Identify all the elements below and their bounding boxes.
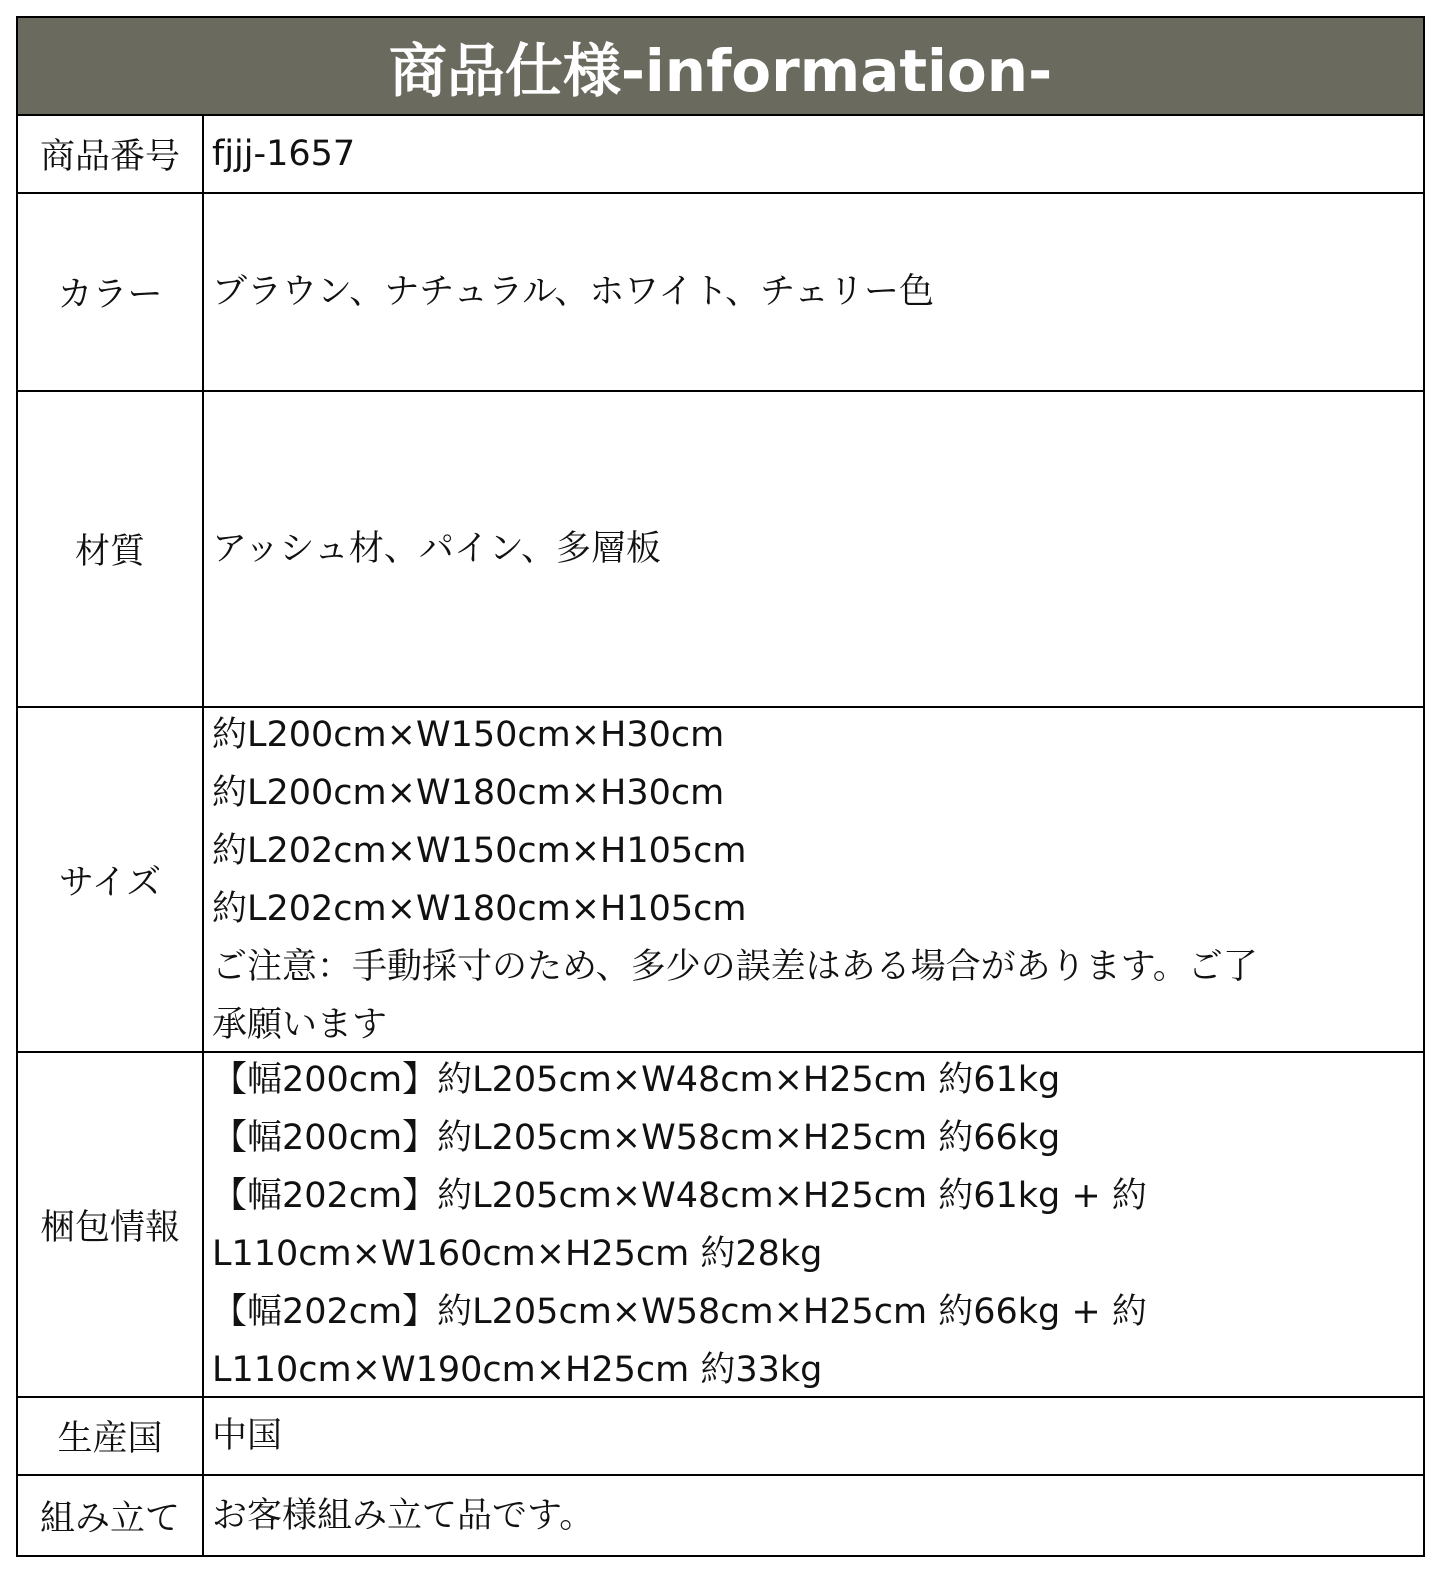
- row-country: [18, 1398, 1423, 1476]
- value-line: 【幅202cm】約L205cm×W58cm×H25cm 約66kg + 約: [212, 1291, 1147, 1332]
- row-packaging: [18, 1053, 1423, 1398]
- row-value: [204, 1398, 1423, 1474]
- row-value: [204, 1053, 1423, 1396]
- value-line: 約L202cm×W180cm×H105cm: [212, 888, 747, 929]
- value-line: アッシュ材、パイン、多層板: [212, 529, 662, 569]
- spec-table: [16, 16, 1425, 1557]
- row-product-number: [18, 116, 1423, 194]
- value-line: 【幅200cm】約L205cm×W48cm×H25cm 約61kg: [212, 1059, 1061, 1100]
- value-line: fjjj-1657: [212, 134, 356, 174]
- row-label: カラー: [18, 194, 204, 390]
- row-value: [204, 392, 1423, 706]
- row-label: サイズ: [18, 708, 204, 1051]
- row-size: [18, 708, 1423, 1053]
- value-line: 【幅200cm】約L205cm×W58cm×H25cm 約66kg: [212, 1117, 1061, 1158]
- row-assembly: [18, 1476, 1423, 1555]
- row-label: 生産国: [18, 1398, 204, 1474]
- value-line: 約L202cm×W150cm×H105cm: [212, 830, 747, 871]
- value-line: 約L200cm×W150cm×H30cm: [212, 714, 725, 755]
- value-line: 中国: [212, 1416, 283, 1456]
- value-line: L110cm×W190cm×H25cm 約33kg: [212, 1349, 823, 1390]
- row-value: [204, 708, 1423, 1051]
- value-line: ご注意：手動採寸のため、多少の誤差はある場合があります。ご了: [212, 946, 1258, 987]
- spec-title: 商品仕様-information-: [18, 18, 1423, 116]
- value-line: 承願います: [212, 1004, 388, 1045]
- row-material: [18, 392, 1423, 708]
- row-label: 組み立て: [18, 1476, 204, 1555]
- value-line: L110cm×W160cm×H25cm 約28kg: [212, 1233, 823, 1274]
- row-value: [204, 116, 1423, 192]
- value-line: お客様組み立て品です。: [212, 1495, 595, 1536]
- row-label: 梱包情報: [18, 1053, 204, 1396]
- row-label: 材質: [18, 392, 204, 706]
- row-value: [204, 194, 1423, 390]
- value-line: 【幅202cm】約L205cm×W48cm×H25cm 約61kg + 約: [212, 1175, 1147, 1216]
- value-line: 約L200cm×W180cm×H30cm: [212, 772, 725, 813]
- row-color: [18, 194, 1423, 392]
- value-line: ブラウン、ナチュラル、ホワイト、チェリー色: [212, 272, 935, 312]
- row-label: 商品番号: [18, 116, 204, 192]
- row-value: [204, 1476, 1423, 1555]
